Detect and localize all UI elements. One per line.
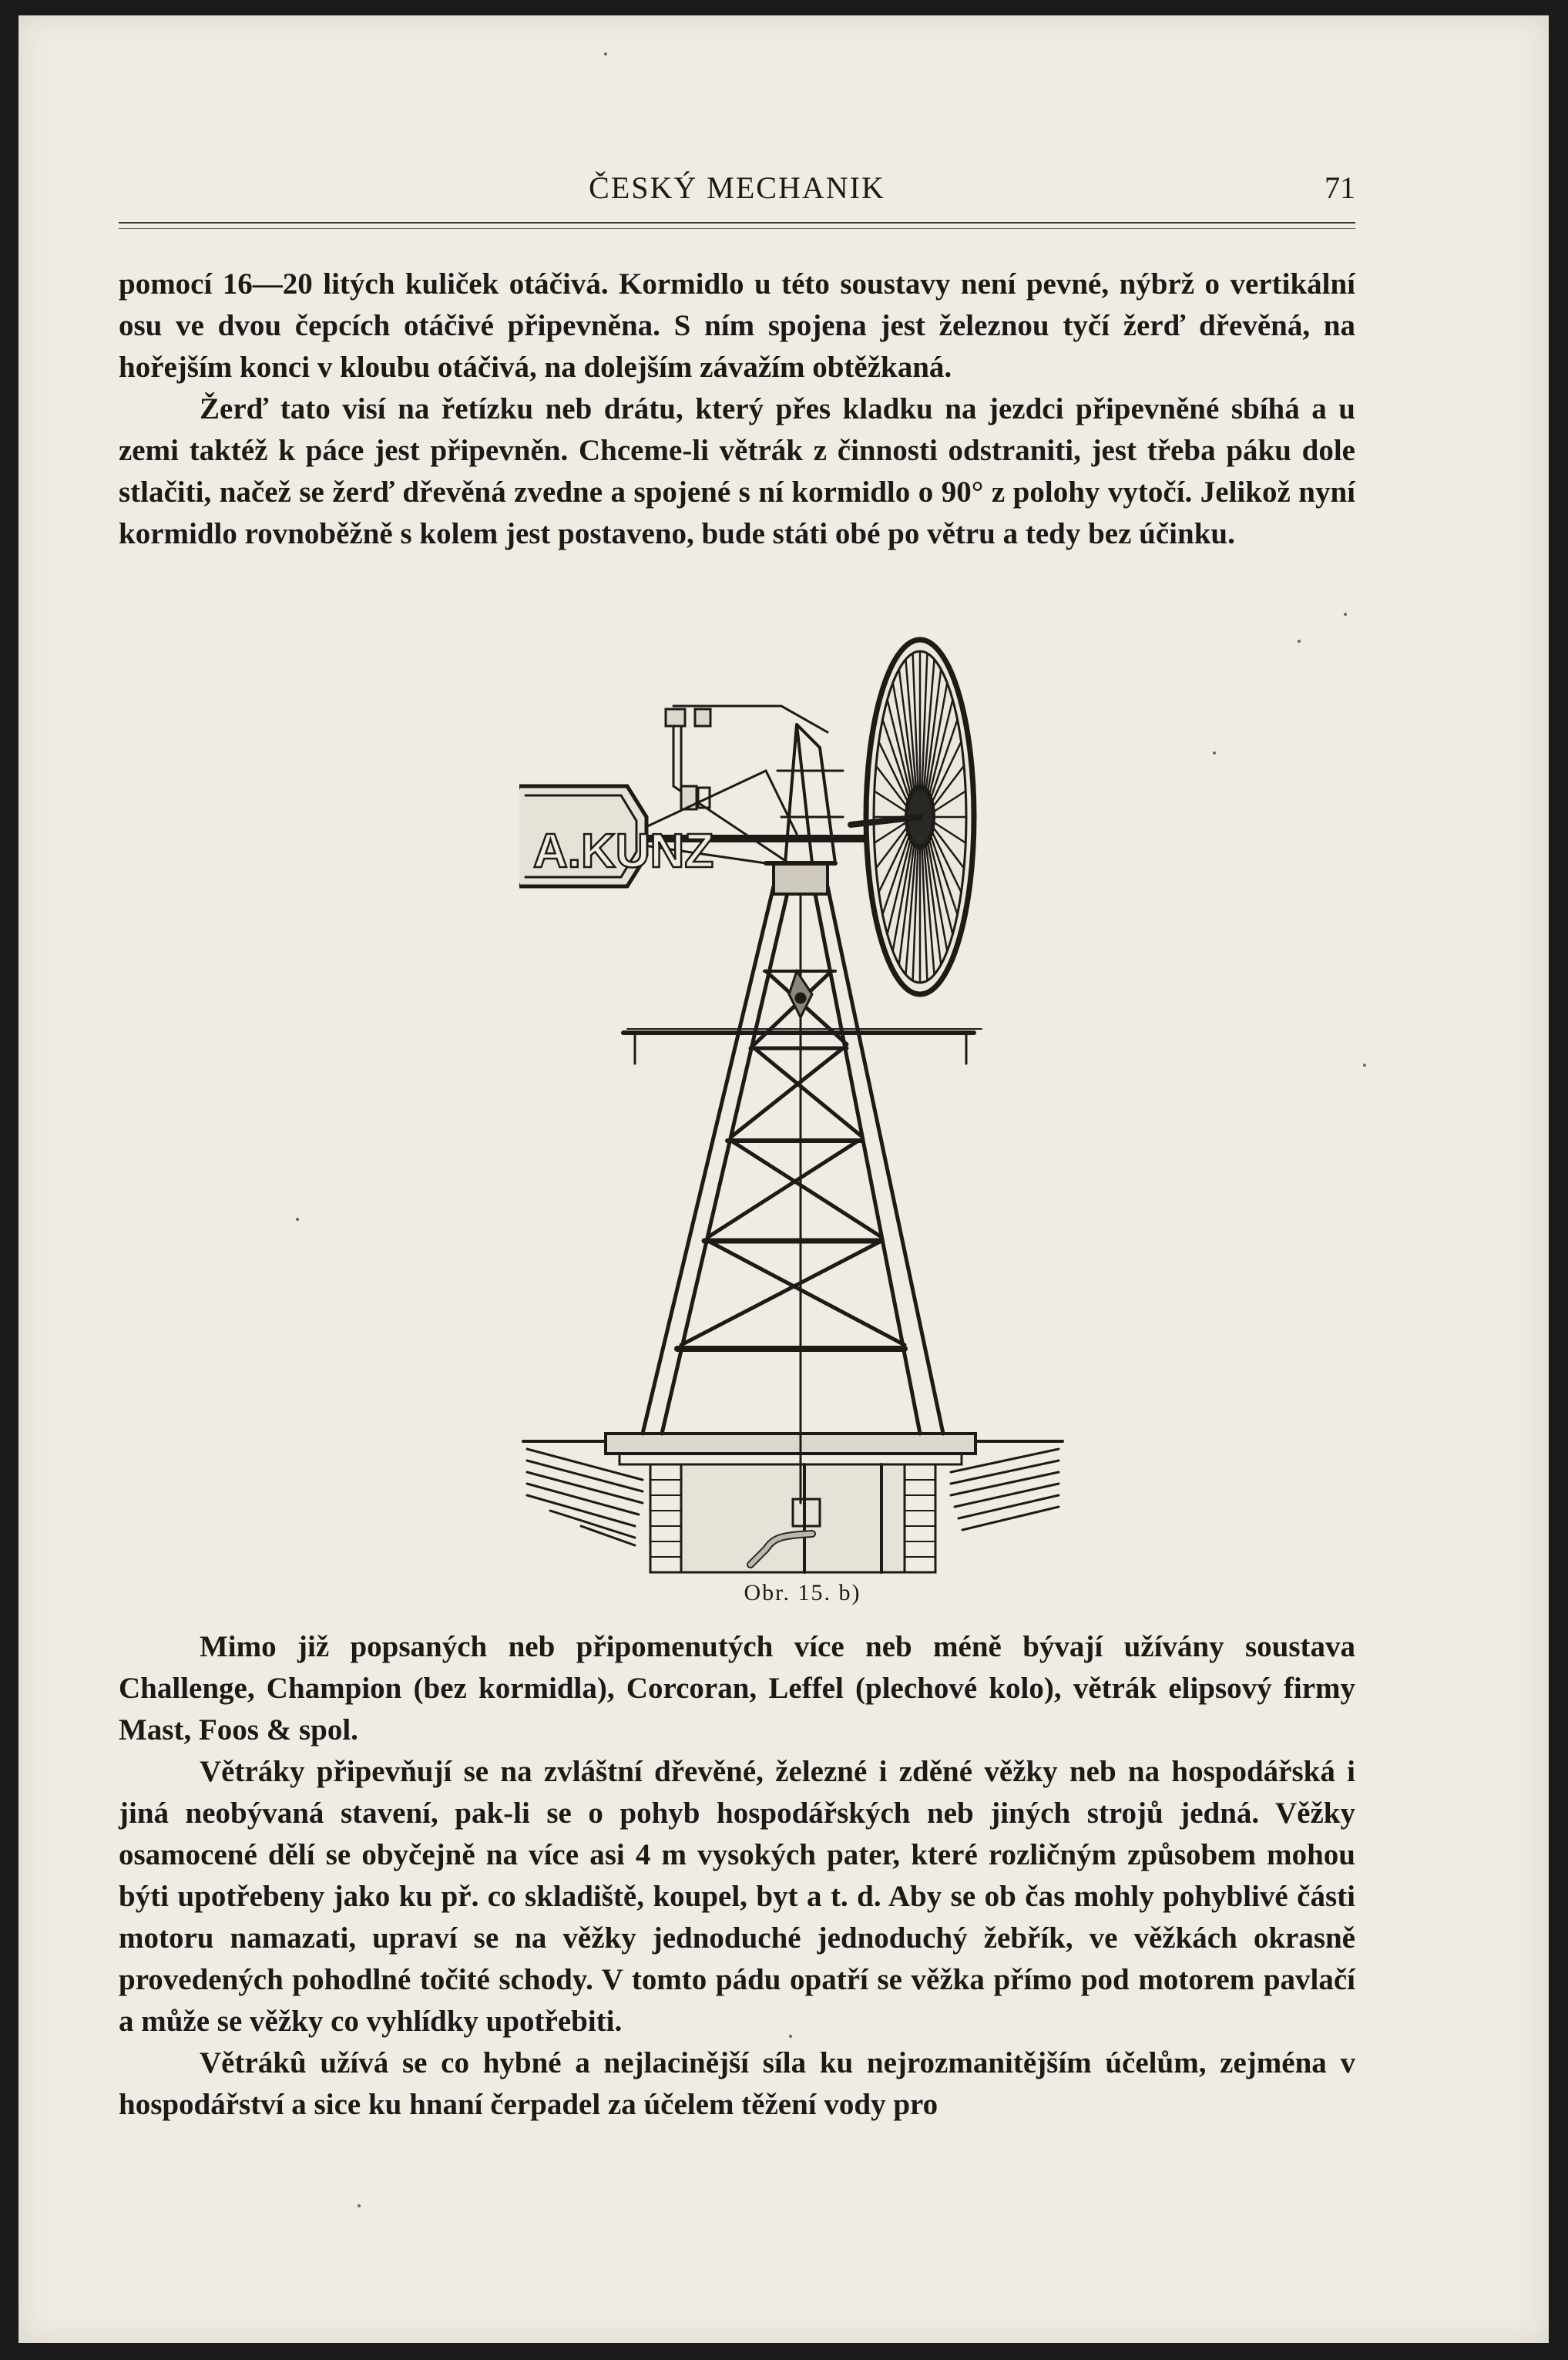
paper-speck (604, 52, 607, 55)
paper-speck (1298, 640, 1301, 643)
paragraph: Žerď tato visí na řetízku neb drátu, který přes kladku na jezdci připevněné sbíhá a u zemi taktéž k páce jest připevněn. Chceme-li větrák z činnosti odstraniti, jest třeba páku dole stlačiti, načež se žerď dřevěná zvedne a spojené s ní kormidlo o 90° z polohy vytočí. Jelikož nyní kormidlo rovnoběžně s kolem jest postaveno, bude státi obé po větru a tedy bez účinku. (119, 392, 1355, 550)
page-number: 71 (1325, 170, 1355, 205)
paper-speck (358, 2204, 361, 2207)
paper-speck (296, 1218, 299, 1221)
running-head-title: ČESKÝ MECHANIK (589, 170, 885, 205)
ground-platform (606, 1434, 975, 1454)
paper-speck (1213, 751, 1216, 755)
well (650, 1464, 935, 1572)
ground-left (523, 1441, 646, 1545)
header-rule (119, 222, 1355, 229)
book-page (18, 15, 1549, 2343)
paragraph: Větráky připevňují se na zvláštní dřevěné, železné i zděné věžky neb na hospodářská i jiná neobývaná stavení, pak-li se o pohyb hospodářských neb jiných strojů jedná. Věžky osamocené dělí se obyčejně na více asi 4 m vysokých pater, které rozličným způsobem mohou býti upotřebeny jako ku př. co skladiště, koupel, byt a t. d. Aby se ob čas mohly pohyblivé části motoru namazati, upraví se na věžky jednoduché jednoduchý žebřík, ve věžkách okrasně provedených pohodlné točité schody. V tomto pádu opatří se věžka přímo pod motorem pavlačí a může se věžky co vyhlídky upotřebiti. (119, 1755, 1355, 2038)
paper-speck (1363, 1064, 1366, 1067)
text-block-bottom (119, 1626, 1355, 2126)
paragraph: Mimo již popsaných neb připomenutých více neb méně bývají užívány soustava Challenge, Champion (bez kormidla), Corcoran, Leffel (plechové kolo), větrák elipsový firmy Mast, Foos & spol. (119, 1630, 1355, 1746)
paper-speck (1344, 613, 1347, 616)
text-block-top (119, 264, 1355, 555)
windmill-drawing (519, 632, 1074, 1588)
running-head (119, 162, 1355, 216)
paper-speck (789, 2035, 792, 2038)
paragraph: Větrákû užívá se co hybné a nejlacinější síla ku nejrozmanitějším účelům, zejména v hospodářství a sice ku hnaní čerpadel za účelem těžení vody pro (119, 2046, 1355, 2121)
figure-caption: Obr. 15. b) (744, 1580, 861, 1605)
wind-wheel (851, 640, 974, 994)
vane-lettering: A.KUNZ (533, 825, 714, 878)
windmill-illustration (519, 632, 1074, 1588)
paragraph: pomocí 16—20 litých kuliček otáčivá. Kormidlo u této soustavy není pevné, nýbrž o vertikální osu ve dvou čepcích otáčivé připevněna. S ním spojena jest železnou tyčí žerď dřevěná, na hořejším konci v kloubu otáčivá, na dolejším závažím obtěžkaná. (119, 267, 1355, 384)
